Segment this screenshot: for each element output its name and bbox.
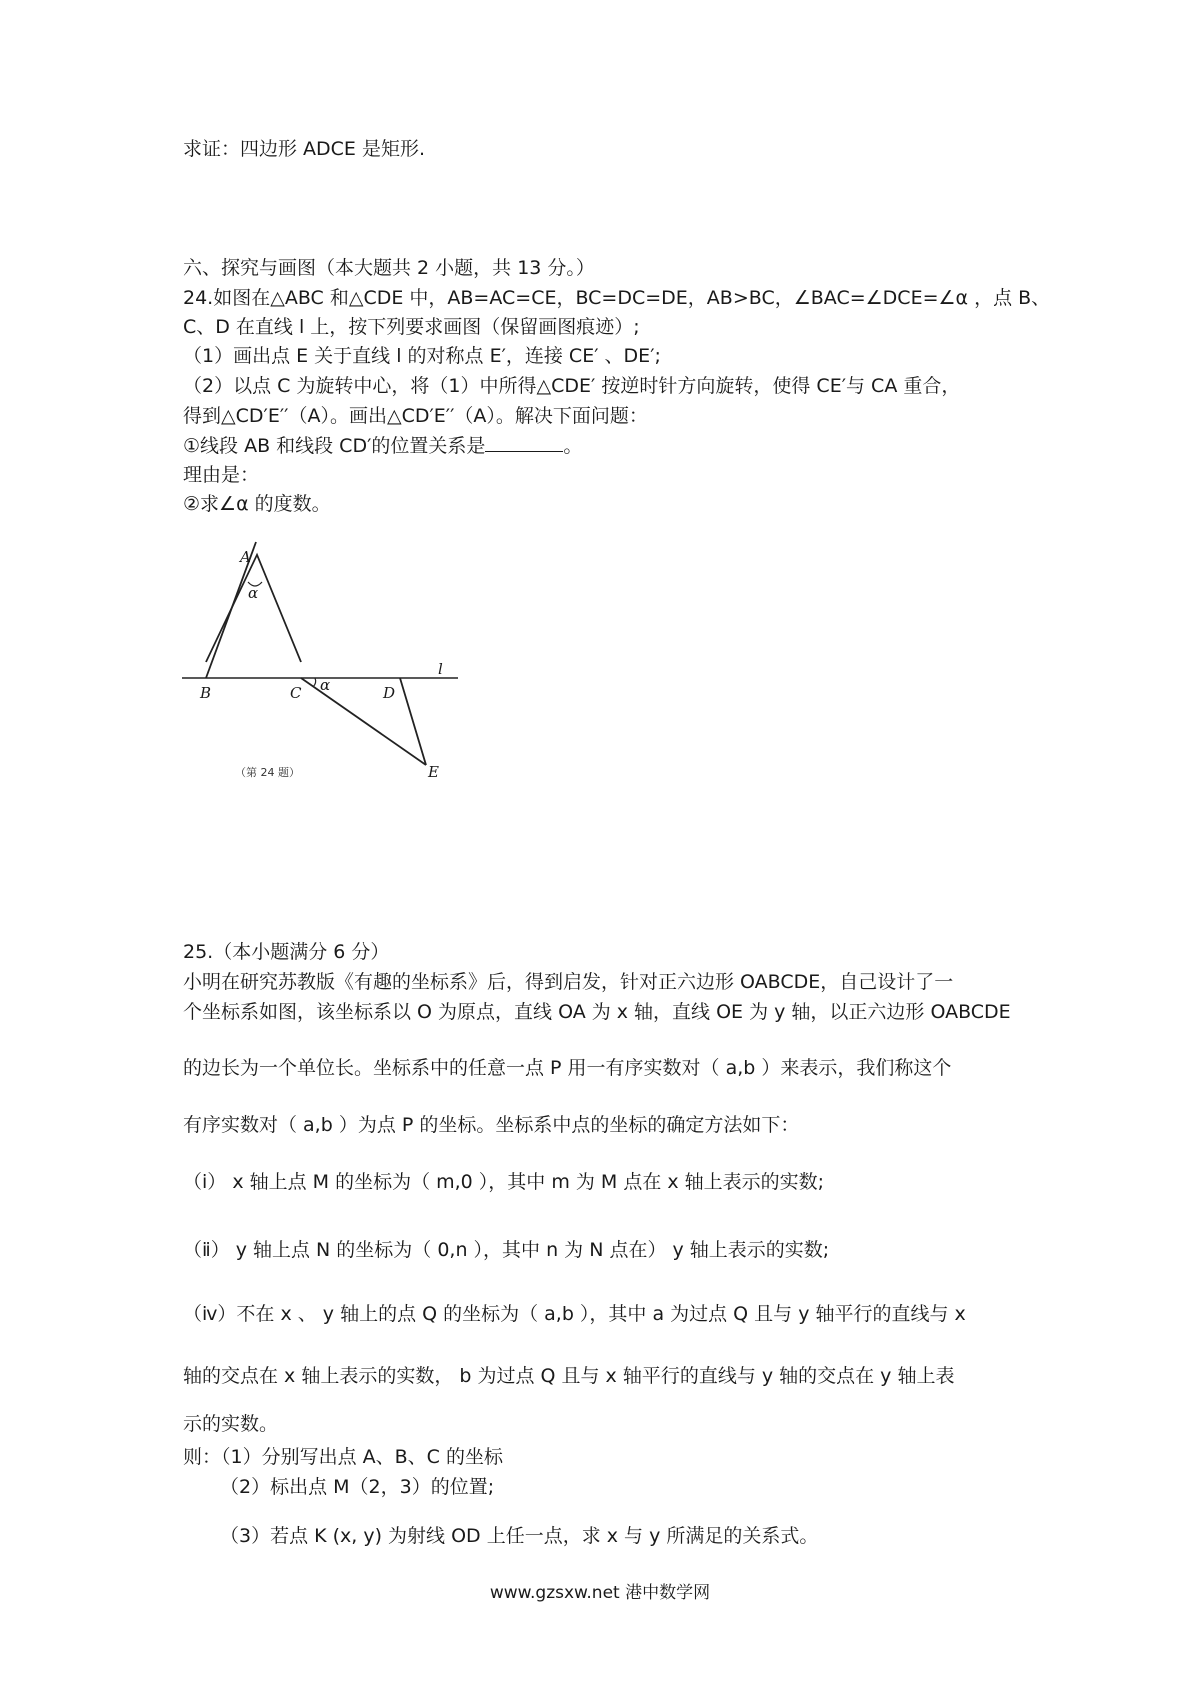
q25-rule3-line3: 示的实数。 [183,1413,279,1435]
q25-then1: 则：（1）分别写出点 A、B、C 的坐标 [183,1446,503,1468]
label-a: A [240,548,251,566]
triangle-abc [206,555,301,662]
q25-then3: （3）若点 K (x, y) 为射线 OD 上任一点，求 x 与 y 所满足的关系式。 [220,1525,819,1547]
q24-part2-line1: （2）以点 C 为旋转中心，将（1）中所得△CDE′ 按逆时针方向旋转，使得 CE′与 CA 重合， [183,375,961,397]
answer-blank [485,433,563,452]
q24-part2-line2: 得到△CD′E′′（A）。画出△CD′E′′（A）。解决下面问题： [183,405,648,427]
q25-rule2: （ⅱ） y 轴上点 N 的坐标为（ 0,n ），其中 n 为 N 点在） y 轴上表示的实数; [183,1239,830,1261]
figure-caption: （第 24 题） [235,766,300,779]
label-c: C [290,684,302,702]
label-e: E [428,763,439,781]
segment-de [400,678,426,765]
label-alpha-c: α [320,676,331,694]
q25-then2: （2）标出点 M（2，3）的位置; [220,1476,495,1498]
q25-rule3-line2: 轴的交点在 x 轴上表示的实数， b 为过点 Q 且与 x 轴平行的直线与 y 轴的交点在 y 轴上表 [183,1365,955,1387]
q24-reason: 理由是： [183,464,260,486]
q24-sub1-text: ①线段 AB 和线段 CD′的位置关系是 [183,435,486,457]
q25-intro3: 的边长为一个单位长。坐标系中的任意一点 P 用一有序实数对（ a,b ）来表示，我们称这个 [183,1057,952,1079]
label-d: D [383,684,396,702]
q24-line1: 24.如图在△ABC 和△CDE 中，AB=AC=CE，BC=DC=DE，AB>BC，∠BAC=∠DCE=∠α ，点 B、 [183,287,1051,309]
q24-sub1 [183,433,582,458]
q24-sub1-end: 。 [563,435,583,457]
q24-part1: （1）画出点 E 关于直线 l 的对称点 E′，连接 CE′ 、DE′; [183,345,661,367]
q25-rule1: （ⅰ） x 轴上点 M 的坐标为（ m,0 ），其中 m 为 M 点在 x 轴上表示的实数; [183,1171,825,1193]
q24-line2: C、D 在直线 l 上，按下列要求画图（保留画图痕迹）; [183,316,640,338]
q24-figure [180,548,470,850]
q25-intro2: 个坐标系如图，该坐标系以 O 为原点，直线 OA 为 x 轴，直线 OE 为 y 轴，以正六边形 OABCDE [183,1001,1011,1023]
q25-intro1: 小明在研究苏教版《有趣的坐标系》后，得到启发，针对正六边形 OABCDE，自己设计了一 [183,971,954,993]
q25-rule3-line1: （ⅳ）不在 x 、 y 轴上的点 Q 的坐标为（ a,b ），其中 a 为过点 Q 且与 y 轴平行的直线与 x [183,1303,966,1325]
label-l: l [438,660,443,678]
footer: www.gzsxw.net 港中数学网 [489,1583,711,1603]
proof-statement: 求证：四边形 ADCE 是矩形. [183,138,426,160]
q25-intro4: 有序实数对（ a,b ）为点 P 的坐标。坐标系中点的坐标的确定方法如下： [183,1114,800,1136]
label-alpha-a: α [248,584,259,602]
section-heading: 六、探究与画图（本大题共 2 小题，共 13 分。） [183,257,595,279]
q25-heading: 25.（本小题满分 6 分） [183,941,390,963]
q24-sub2: ②求∠α 的度数。 [183,493,331,515]
label-b: B [200,684,212,702]
